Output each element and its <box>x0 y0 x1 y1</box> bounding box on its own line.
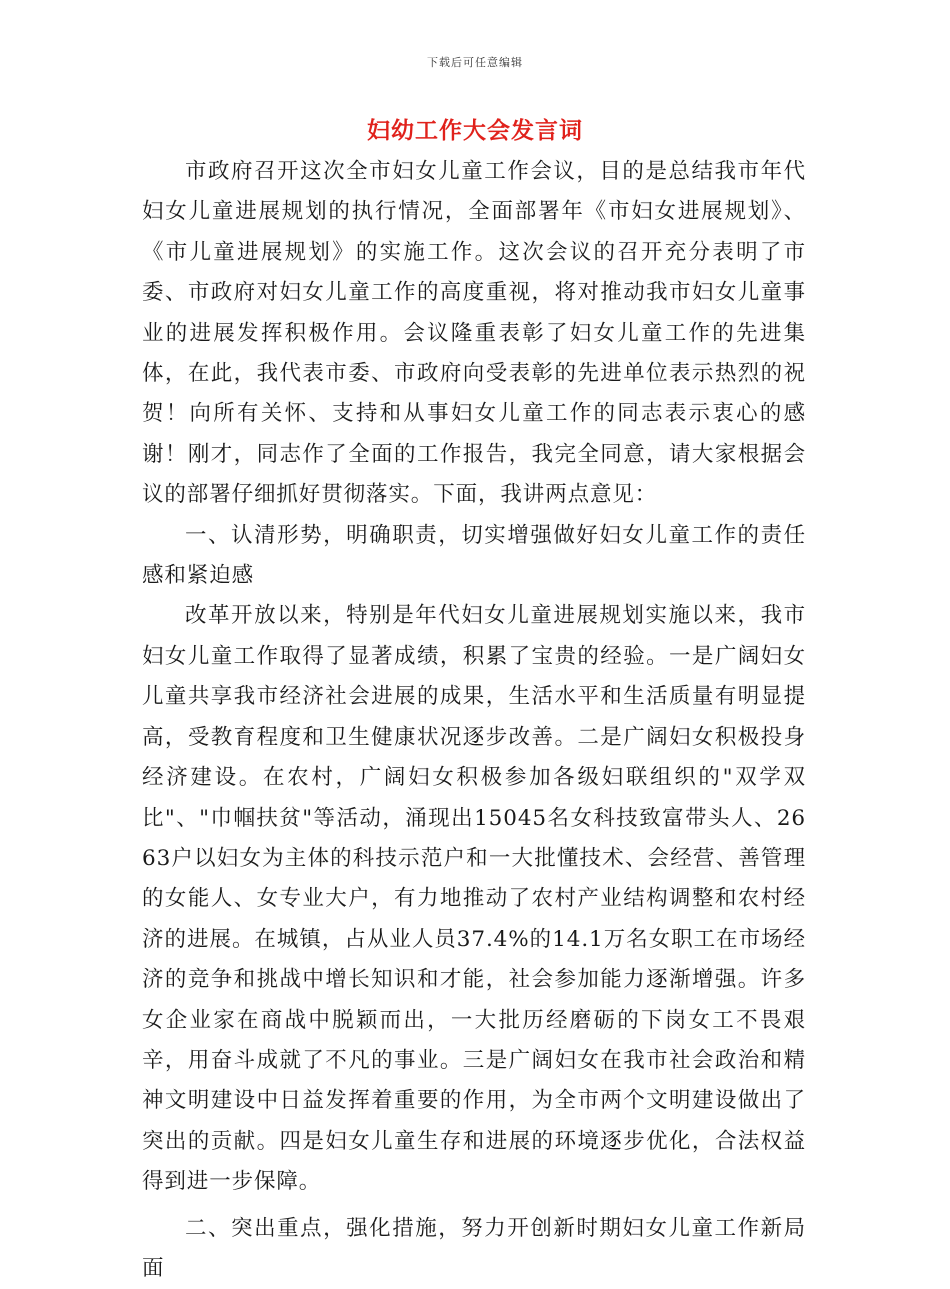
header-note: 下载后可任意编辑 <box>427 56 523 69</box>
section-heading-2: 二、突出重点，强化措施，努力开创新时期妇女儿童工作新局面 <box>142 1215 806 1281</box>
section-heading-1: 一、认清形势，明确职责，切实增强做好妇女儿童工作的责任感和紧迫感 <box>142 522 806 589</box>
document-body <box>142 152 806 1289</box>
paragraph-intro: 市政府召开这次全市妇女儿童工作会议，目的是总结我市年代妇女儿童进展规划的执行情况，全面部署年《市妇女进展规划》、《市儿童进展规划》的实施工作。这次会议的召开充分表明了市委、市政府对妇女儿童工作的高度重视，将对推动我市妇女儿童事业的进展发挥积极作用。会议隆重表彰了妇女儿童工作的先进集体，在此，我代表市委、市政府向受表彰的先进单位表示热烈的祝贺！向所有关怀、支持和从事妇女儿童工作的同志表示衷心的感谢！刚才，同志作了全面的工作报告，我完全同意，请大家根据会议的部署仔细抓好贯彻落实。下面，我讲两点意见： <box>142 159 806 508</box>
paragraph-achievements: 改革开放以来，特别是年代妇女儿童进展规划实施以来，我市妇女儿童工作取得了显著成绩，积累了宝贵的经验。一是广阔妇女儿童共享我市经济社会进展的成果，生活水平和生活质量有明显提高，受教育程度和卫生健康状况逐步改善。二是广阔妇女积极投身经济建设。在农村，广阔妇女积极参加各级妇联组织的"双学双比"、"巾帼扶贫"等活动，涌现出15045名女科技致富带头人、2663户以妇女为主体的科技示范户和一大批懂技术、会经营、善管理的女能人、女专业大户，有力地推动了农村产业结构调整和农村经济的进展。在城镇，占从业人员37.4%的14.1万名女职工在市场经济的竞争和挑战中增长知识和才能，社会参加能力逐渐增强。许多女企业家在商战中脱颖而出，一大批历经磨砺的下岗女工不畏艰辛，用奋斗成就了不凡的事业。三是广阔妇女在我市社会政治和精神文明建设中日益发挥着重要的作用，为全市两个文明建设做出了突出的贡献。四是妇女儿童生存和进展的环境逐步优化，合法权益得到进一步保障。 <box>142 603 806 1195</box>
document-title: 妇幼工作大会发言词 <box>367 117 583 144</box>
